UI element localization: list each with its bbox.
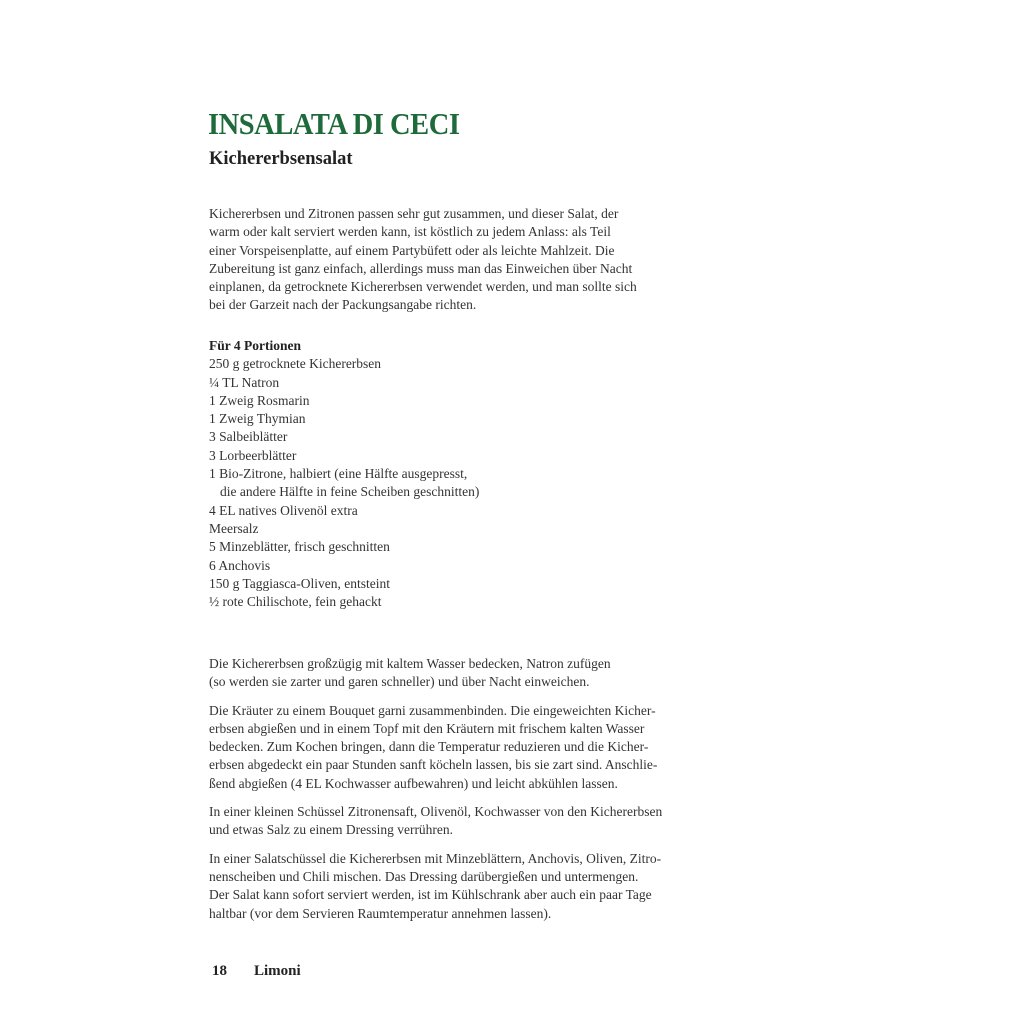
ingredients-heading: Für 4 Portionen (209, 338, 301, 353)
ingredient-item: 250 g getrocknete Kichererbsen (209, 356, 382, 372)
method-line: und etwas Salz zu einem Dressing verrühren. (209, 822, 454, 838)
recipe-title: INSALATA DI CECI (208, 106, 460, 141)
page-footer (212, 963, 301, 980)
intro-line: bei der Garzeit nach der Packungsangabe richten. (209, 297, 477, 313)
ingredient-item: 3 Lorbeerblätter (209, 447, 297, 463)
ingredient-item: 1 Bio-Zitrone, halbiert (eine Hälfte ausgepresst, (209, 466, 468, 482)
ingredient-item: 5 Minzeblätter, frisch geschnitten (209, 539, 390, 555)
method-line: bedecken. Zum Kochen bringen, dann die Temperatur reduzieren und die Kicher- (209, 739, 649, 755)
method-line: erbsen abgießen und in einem Topf mit den Kräutern mit frischem kalten Wasser (209, 720, 645, 736)
ingredient-item: 150 g Taggiasca-Oliven, entsteint (209, 575, 391, 591)
ingredient-item: 3 Salbeiblätter (209, 429, 288, 445)
method-line: ßend abgießen (4 EL Kochwasser aufbewahren) und leicht abkühlen lassen. (209, 775, 618, 791)
ingredient-item: 6 Anchovis (209, 557, 271, 573)
ingredient-item: 1 Zweig Thymian (209, 411, 306, 427)
intro-paragraph (209, 205, 637, 315)
intro-line: Kichererbsen und Zitronen passen sehr gut zusammen, und dieser Salat, der (209, 206, 619, 221)
ingredient-item: 4 EL natives Olivenöl extra (209, 502, 358, 518)
method-line: In einer Salatschüssel die Kichererbsen mit Minzeblättern, Anchovis, Oliven, Zitro- (209, 850, 662, 866)
book-title: Limoni (254, 963, 301, 979)
method-line: Die Kräuter zu einem Bouquet garni zusammenbinden. Die eingeweichten Kicher- (209, 702, 656, 718)
ingredient-item-continuation: die andere Hälfte in feine Scheiben geschnitten) (220, 484, 480, 500)
ingredient-item: ½ rote Chilischote, fein gehackt (209, 594, 382, 610)
recipe-subtitle: Kichererbsensalat (209, 149, 353, 169)
intro-line: Zubereitung ist ganz einfach, allerdings muss man das Einweichen über Nacht (209, 260, 633, 276)
method-step (209, 702, 662, 793)
method-line: erbsen abgedeckt ein paar Stunden sanft köcheln lassen, bis sie zart sind. Anschlie- (209, 757, 658, 773)
ingredient-item: ¼ TL Natron (209, 374, 280, 390)
ingredient-item: 1 Zweig Rosmarin (209, 392, 310, 408)
ingredient-item: Meersalz (209, 520, 259, 536)
intro-line: einer Vorspeisenplatte, auf einem Partybüfett oder als leichte Mahlzeit. Die (209, 242, 615, 258)
method-step (209, 655, 662, 692)
method-step (209, 850, 662, 923)
method-line: In einer kleinen Schüssel Zitronensaft, Olivenöl, Kochwasser von den Kichererbsen (209, 804, 663, 820)
page-number: 18 (212, 963, 227, 979)
method-line: haltbar (vor dem Servieren Raumtemperatur annehmen lassen). (209, 905, 552, 921)
method-section (209, 655, 662, 933)
method-step (209, 803, 662, 840)
intro-line: warm oder kalt serviert werden kann, ist köstlich zu jedem Anlass: als Teil (209, 224, 611, 240)
ingredients-list (209, 337, 479, 611)
method-line: (so werden sie zarter und garen schneller) und über Nacht einweichen. (209, 674, 590, 690)
intro-line: einplanen, da getrocknete Kichererbsen verwendet werden, und man sollte sich (209, 279, 637, 295)
method-line: nenscheiben und Chili mischen. Das Dressing darübergießen und untermengen. (209, 868, 639, 884)
method-line: Die Kichererbsen großzügig mit kaltem Wasser bedecken, Natron zufügen (209, 656, 611, 671)
method-line: Der Salat kann sofort serviert werden, ist im Kühlschrank aber auch ein paar Tage (209, 887, 652, 903)
